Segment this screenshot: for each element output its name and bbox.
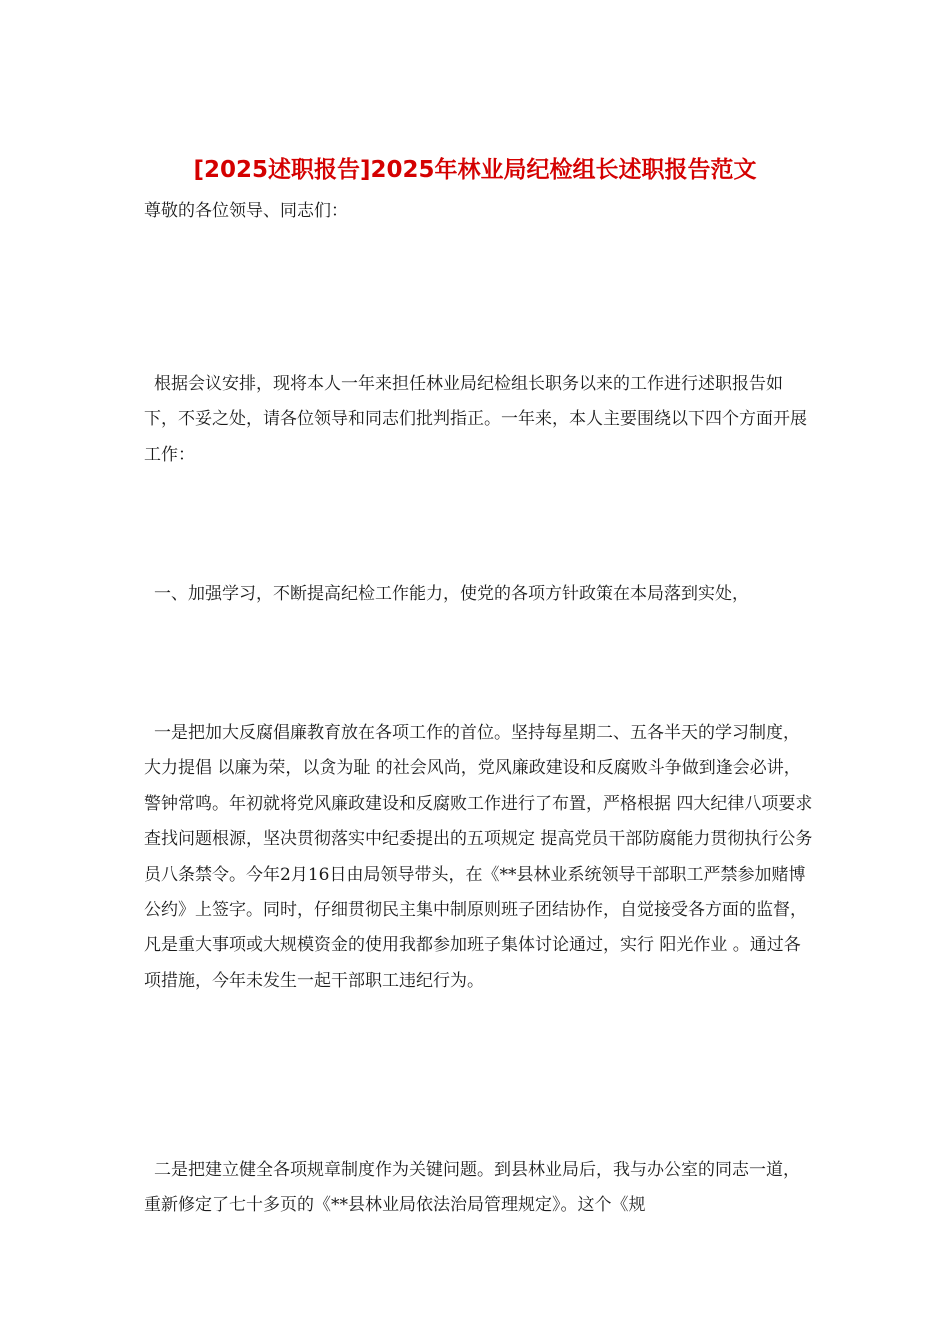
- paragraph-anti-corruption-education: 一是把加大反腐倡廉教育放在各项工作的首位。坚持每星期二、五各半天的学习制度，大力提倡 以廉为荣，以贪为耻 的社会风尚，党风廉政建设和反腐败斗争做到逢会必讲，警钟常鸣。年初就将党风廉政建设和反腐败工作进行了布置，严格根据 四大纪律八项要求 查找问题根源，坚决贯彻落实中纪委提出的五项规定 提高党员干部防腐能力贯彻执行公务员八条禁令。今年2月16日由局领导带头，在《**县林业系统领导干部职工严禁参加赌博公约》上签字。同时，仔细贯彻民主集中制原则班子团结协作，自觉接受各方面的监督，凡是重大事项或大规模资金的使用我都参加班子集体讨论通过，实行 阳光作业 。通过各项措施，今年未发生一起干部职工违纪行为。: [144, 723, 813, 991]
- paragraph-intro: 根据会议安排，现将本人一年来担任林业局纪检组长职务以来的工作进行述职报告如下，不妥之处，请各位领导和同志们批判指正。一年来，本人主要围绕以下四个方面开展工作：: [144, 374, 807, 465]
- paragraph-rules-system: 二是把建立健全各项规章制度作为关键问题。到县林业局后，我与办公室的同志一道，重新修定了七十多页的《**县林业局依法治局管理规定》。这个《规: [144, 1160, 800, 1216]
- section-heading-one: 一、加强学习，不断提高纪检工作能力，使党的各项方针政策在本局落到实处，: [154, 584, 749, 604]
- salutation: 尊敬的各位领导、同志们：: [144, 201, 348, 221]
- page-title: [2025述职报告]2025年林业局纪检组长述职报告范文: [193, 157, 757, 183]
